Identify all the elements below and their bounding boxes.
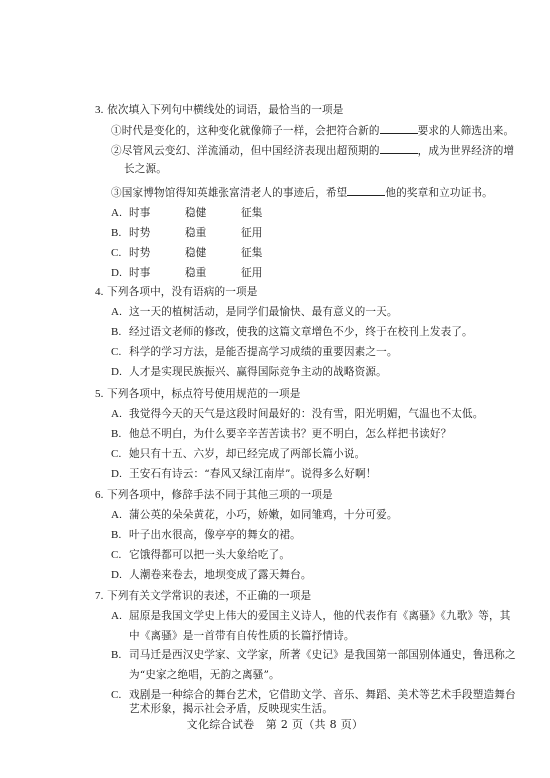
option-d[interactable]: [111, 266, 263, 280]
question-text: 依次填入下列句中横线处的词语，最恰当的一项是: [107, 104, 344, 116]
option-a[interactable]: [111, 305, 398, 319]
option-word: 稳健: [185, 247, 207, 259]
sentence-text: 要求的人筛选出来。: [417, 125, 515, 137]
option-letter: A.: [111, 509, 122, 521]
option-word: 时事: [129, 267, 151, 279]
option-c[interactable]: [111, 447, 365, 461]
option-word: 征集: [241, 207, 263, 219]
option-word: 时事: [129, 207, 151, 219]
option-a[interactable]: [111, 609, 510, 623]
option-text: 人潮卷来卷去，地坝变成了露天舞台。: [129, 569, 312, 581]
question-5-stem: [95, 387, 300, 401]
option-letter: D.: [111, 468, 122, 480]
option-letter: D.: [111, 366, 122, 378]
question-text: 下列有关文学常识的表述，不正确的一项是: [107, 590, 312, 602]
option-letter: C.: [111, 346, 122, 358]
option-letter: B.: [111, 649, 122, 661]
question-number: 4.: [95, 286, 104, 298]
option-word: 时势: [129, 227, 151, 239]
sentence-1: [111, 123, 514, 138]
option-letter: A.: [111, 610, 122, 622]
question-4-stem: [95, 285, 258, 299]
option-letter: B.: [111, 227, 122, 239]
option-a[interactable]: [111, 407, 484, 421]
sentence-2-cont: 长之源。: [124, 163, 167, 175]
question-number: 5.: [95, 388, 104, 400]
option-b[interactable]: [111, 226, 263, 240]
option-text: 他总不明白，为什么要辛辛苦苦读书？更不明白，怎么样把书读好？: [129, 428, 452, 440]
option-text: 科学的学习方法，是能否提高学习成绩的重要因素之一。: [129, 346, 398, 358]
sentence-text: ，成为世界经济的增: [417, 145, 515, 157]
question-6-stem: [95, 488, 333, 502]
option-text: 叶子出水很高，像亭亭的舞女的裙。: [129, 529, 301, 541]
option-b[interactable]: [111, 427, 451, 441]
option-text: 人才是实现民族振兴、赢得国际竞争主动的战略资源。: [129, 366, 387, 378]
option-b-cont: 为“史家之绝唱，无韵之离骚”。: [129, 669, 280, 681]
option-c[interactable]: [111, 548, 290, 562]
option-c[interactable]: [111, 246, 263, 260]
option-letter: C.: [111, 247, 122, 259]
option-letter: C.: [111, 448, 122, 460]
option-word: 稳健: [185, 207, 207, 219]
question-number: 3.: [95, 104, 104, 116]
option-word: 稳重: [185, 227, 207, 239]
option-word: 征集: [241, 247, 263, 259]
option-text: 这一天的植树活动，是同学们最愉快、最有意义的一天。: [129, 306, 398, 318]
option-letter: C.: [111, 689, 122, 701]
option-letter: B.: [111, 326, 122, 338]
sentence-text: 他的奖章和立功证书。: [385, 187, 493, 199]
option-text: 它饿得都可以把一头大象给吃了。: [129, 549, 291, 561]
option-word: 征用: [241, 227, 263, 239]
sentence-text: ③国家博物馆得知英雄张富清老人的事迹后，希望: [111, 187, 348, 199]
sentence-text: ②尽管风云变幻、洋流涌动，但中国经济表现出超预期的: [111, 145, 380, 157]
page-footer: 文化综合试卷 第 2 页（共 8 页）: [186, 718, 364, 731]
option-text: 经过语文老师的修改，使我的这篇文章增色不少，终于在校刊上发表了。: [129, 326, 473, 338]
option-d[interactable]: [111, 568, 312, 582]
question-3-stem: [95, 103, 343, 117]
fill-blank: [380, 123, 418, 134]
option-c-cont: 艺术形象，揭示社会矛盾，反映现实生活。: [129, 703, 334, 715]
sentence-2: [111, 143, 514, 158]
option-b[interactable]: [111, 528, 301, 542]
option-letter: A.: [111, 207, 122, 219]
question-text: 下列各项中，标点符号使用规范的一项是: [107, 388, 301, 400]
option-letter: D.: [111, 267, 122, 279]
option-word: 时势: [129, 247, 151, 259]
sentence-3: [111, 185, 493, 200]
option-c[interactable]: [111, 345, 398, 359]
option-letter: A.: [111, 408, 122, 420]
fill-blank: [380, 143, 418, 154]
option-word: 征用: [241, 267, 263, 279]
question-number: 6.: [95, 489, 104, 501]
option-letter: B.: [111, 529, 122, 541]
question-7-stem: [95, 589, 311, 603]
option-text: 她只有十五、六岁，却已经完成了两部长篇小说。: [129, 448, 366, 460]
option-b[interactable]: [111, 648, 516, 662]
option-d[interactable]: [111, 467, 377, 481]
question-number: 7.: [95, 590, 104, 602]
option-text: 我觉得今天的天气是这段时间最好的：没有雪，阳光明媚，气温也不太低。: [129, 408, 484, 420]
option-a[interactable]: [111, 508, 398, 522]
option-b[interactable]: [111, 325, 473, 339]
option-letter: B.: [111, 428, 122, 440]
option-word: 稳重: [185, 267, 207, 279]
option-a-cont: 中《离骚》是一首带有自传性质的长篇抒情诗。: [129, 630, 355, 642]
option-text: 屈原是我国文学史上伟大的爱国主义诗人，他的代表作有《离骚》《九歌》等，其: [129, 610, 511, 622]
question-text: 下列各项中，没有语病的一项是: [107, 286, 258, 298]
option-letter: D.: [111, 569, 122, 581]
option-letter: C.: [111, 549, 122, 561]
option-text: 蒲公英的朵朵黄花，小巧，娇嫩，如同雏鸡，十分可爱。: [129, 509, 398, 521]
option-text: 司马迁是西汉史学家、文学家，所著《史记》是我国第一部国别体通史，鲁迅称之: [129, 649, 516, 661]
option-c[interactable]: [111, 688, 516, 702]
sentence-text: ①时代是变化的，这种变化就像筛子一样，会把符合新的: [111, 125, 380, 137]
option-a[interactable]: [111, 206, 263, 220]
option-d[interactable]: [111, 365, 387, 379]
option-text: 王安石有诗云：“春风又绿江南岸”。说得多么好啊！: [129, 468, 377, 480]
option-letter: A.: [111, 306, 122, 318]
question-text: 下列各项中，修辞手法不同于其他三项的一项是: [107, 489, 333, 501]
option-text: 戏剧是一种综合的舞台艺术，它借助文学、音乐、舞蹈、美术等艺术手段塑造舞台: [129, 689, 516, 701]
fill-blank: [347, 185, 385, 196]
